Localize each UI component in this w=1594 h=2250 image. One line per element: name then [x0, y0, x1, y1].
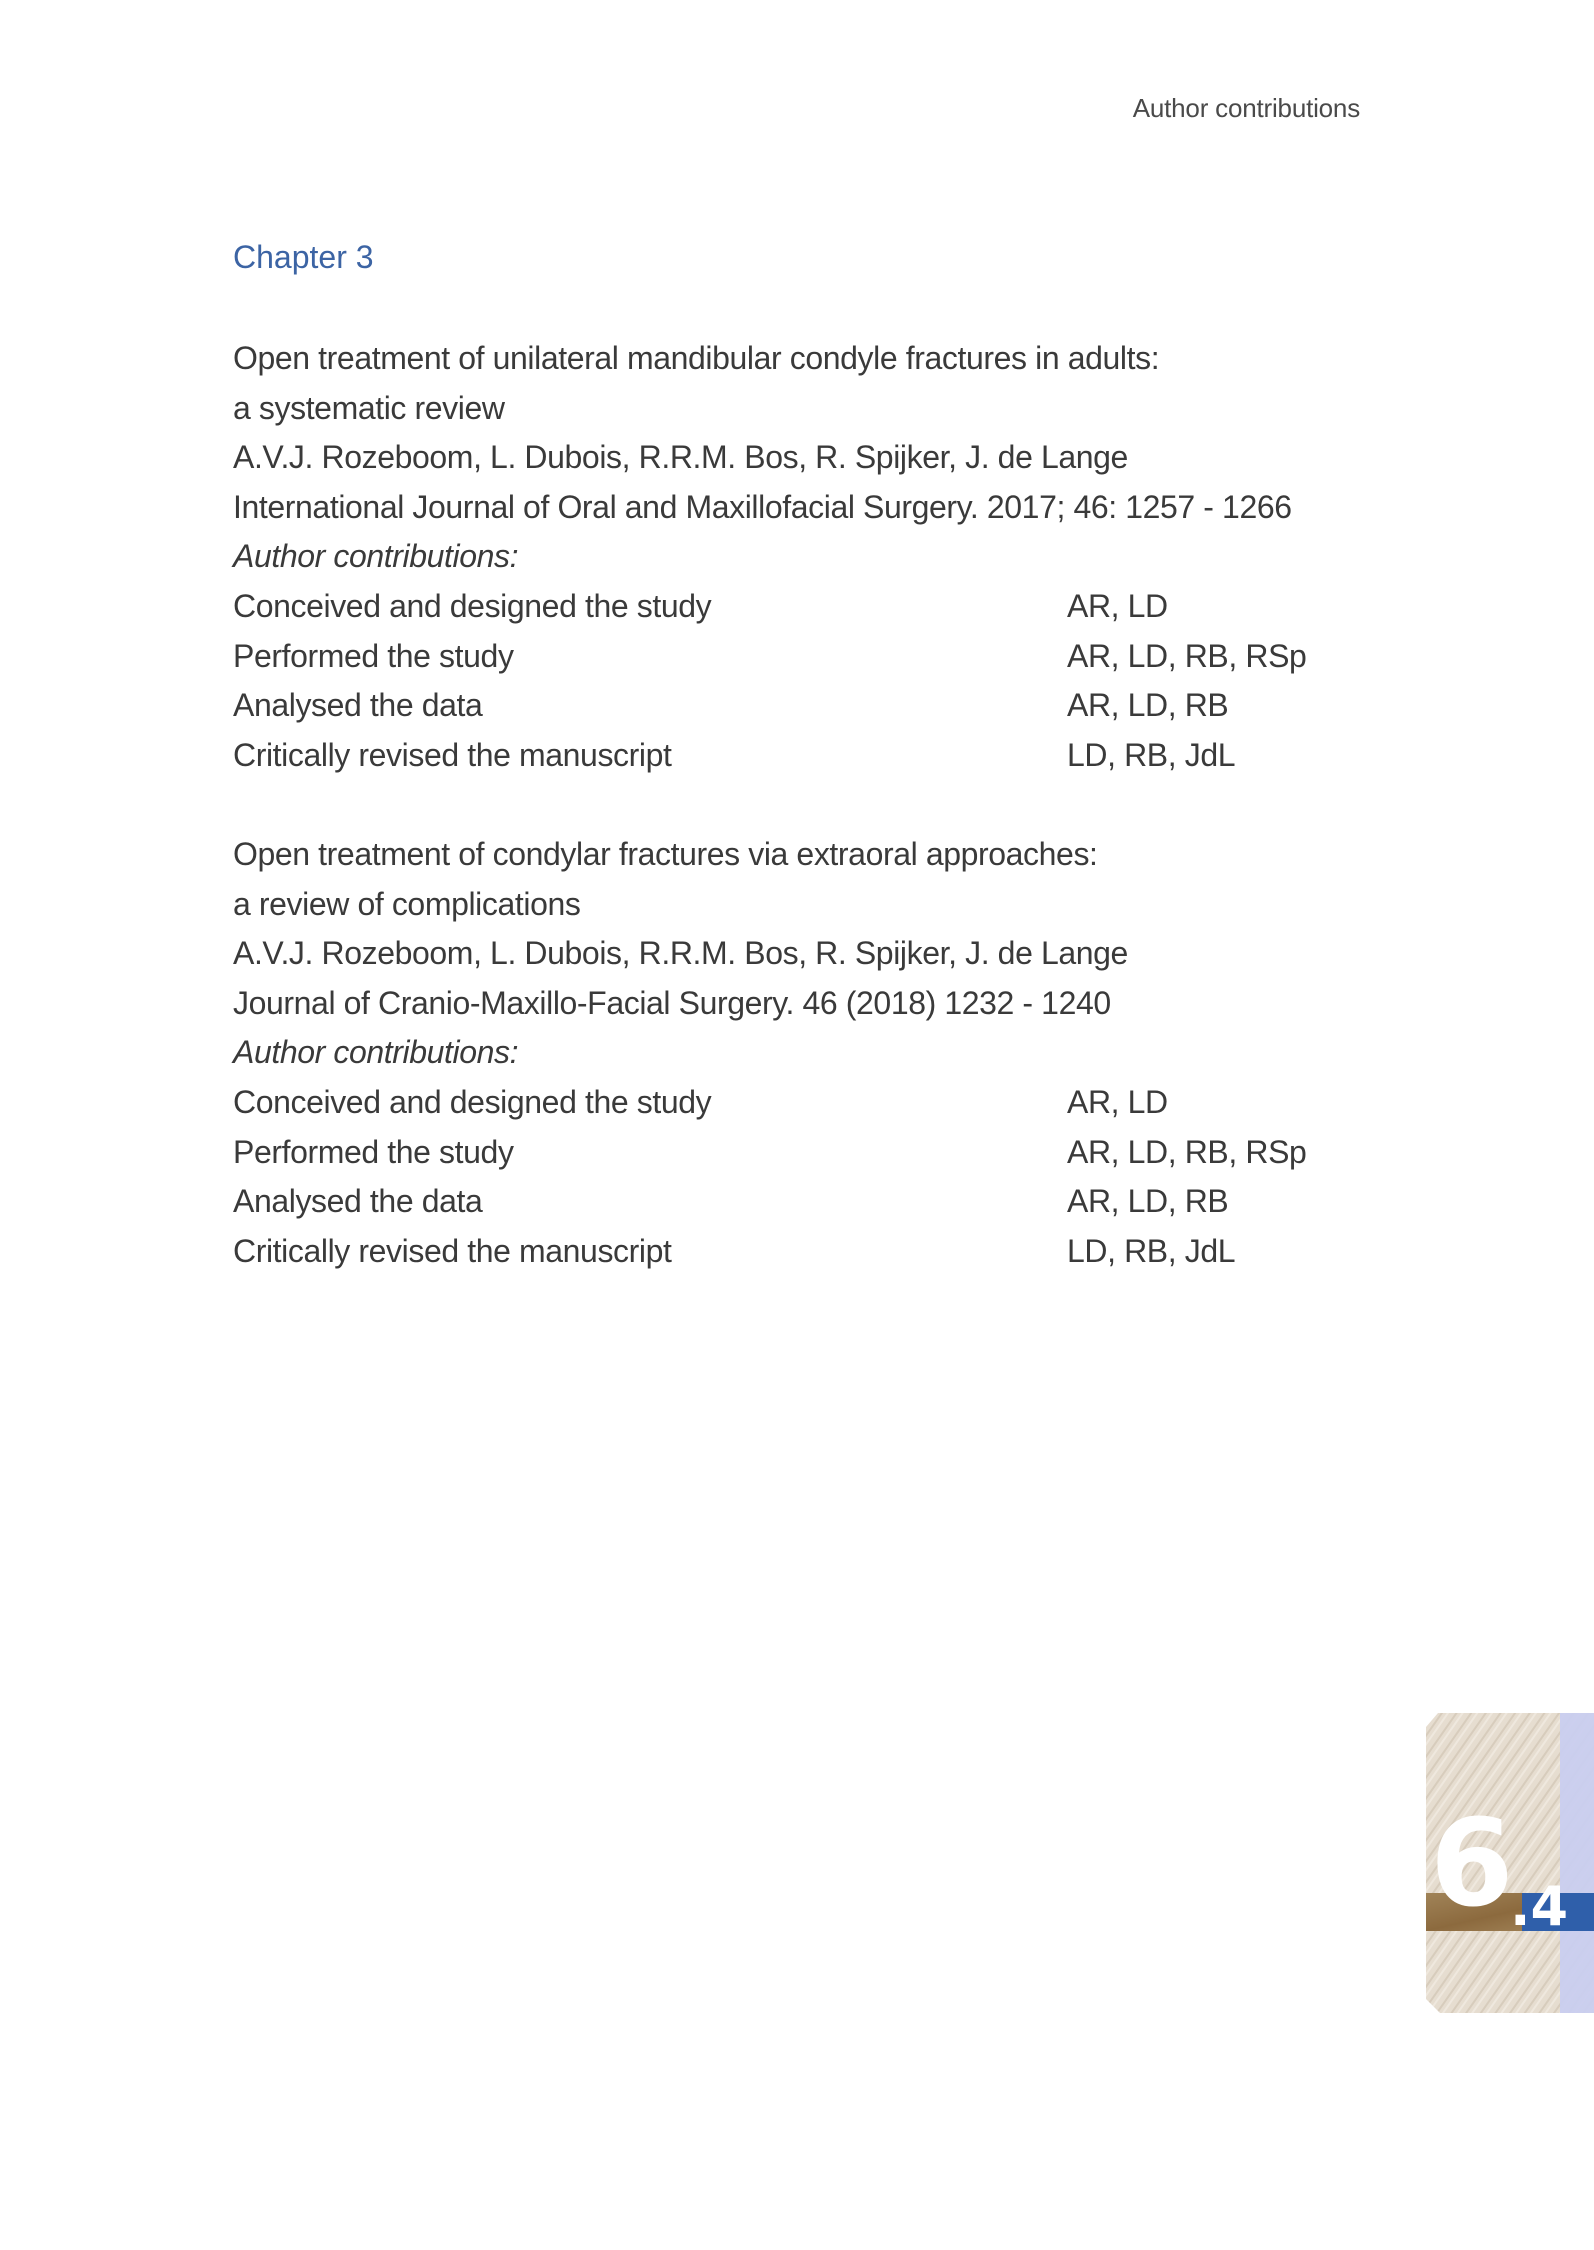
contribution-row [233, 582, 1333, 632]
chapter-tab-subnumber: .4 [1510, 1875, 1569, 1938]
contribution-authors: LD, RB, JdL [1067, 1232, 1236, 1269]
contribution-task: Conceived and designed the study [233, 587, 712, 624]
contribution-authors: AR, LD, RB [1067, 1183, 1229, 1220]
contribution-authors: AR, LD, RB, RSp [1067, 1133, 1307, 1170]
chapter-heading: Chapter 3 [233, 239, 374, 275]
page-content [233, 232, 1333, 1276]
contribution-authors: AR, LD, RB [1067, 687, 1229, 724]
contribution-task: Performed the study [233, 637, 514, 674]
contribution-authors: AR, LD [1067, 587, 1168, 624]
publication-title-line: Open treatment of condylar fractures via extraoral approaches: [233, 835, 1098, 872]
publication-citation: Journal of Cranio-Maxillo-Facial Surgery. 46 (2018) 1232 - 1240 [233, 984, 1111, 1021]
contribution-authors: LD, RB, JdL [1067, 736, 1236, 773]
publication-title-line: a review of complications [233, 885, 581, 922]
contributions-label: Author contributions: [233, 538, 519, 575]
publication-entry [233, 334, 1333, 780]
contribution-task: Critically revised the manuscript [233, 1232, 672, 1269]
contribution-row [233, 1078, 1333, 1128]
publication-title-line: Open treatment of unilateral mandibular condyle fractures in adults: [233, 340, 1160, 376]
contributions-label: Author contributions: [233, 1034, 519, 1071]
contribution-row [233, 731, 1333, 781]
chapter-tab-number: 6 [1430, 1795, 1514, 1934]
contribution-task: Analysed the data [233, 687, 483, 724]
publication-authors: A.V.J. Rozeboom, L. Dubois, R.R.M. Bos, R. Spijker, J. de Lange [233, 935, 1128, 972]
publication-authors: A.V.J. Rozeboom, L. Dubois, R.R.M. Bos, R. Spijker, J. de Lange [233, 439, 1128, 476]
contribution-task: Conceived and designed the study [233, 1083, 712, 1120]
contribution-authors: AR, LD, RB, RSp [1067, 637, 1307, 674]
contribution-row [233, 632, 1333, 682]
contribution-task: Analysed the data [233, 1183, 483, 1220]
contribution-row [233, 1128, 1333, 1178]
contribution-authors: AR, LD [1067, 1083, 1168, 1120]
publication-title-line: a systematic review [233, 389, 505, 426]
contribution-row [233, 1177, 1333, 1227]
contribution-task: Performed the study [233, 1133, 514, 1170]
publication-entry [233, 830, 1333, 1276]
running-header: Author contributions [1132, 93, 1360, 123]
contribution-row [233, 1227, 1333, 1277]
contribution-row [233, 681, 1333, 731]
contribution-task: Critically revised the manuscript [233, 736, 672, 773]
publication-citation: International Journal of Oral and Maxillofacial Surgery. 2017; 46: 1257 - 1266 [233, 488, 1292, 525]
